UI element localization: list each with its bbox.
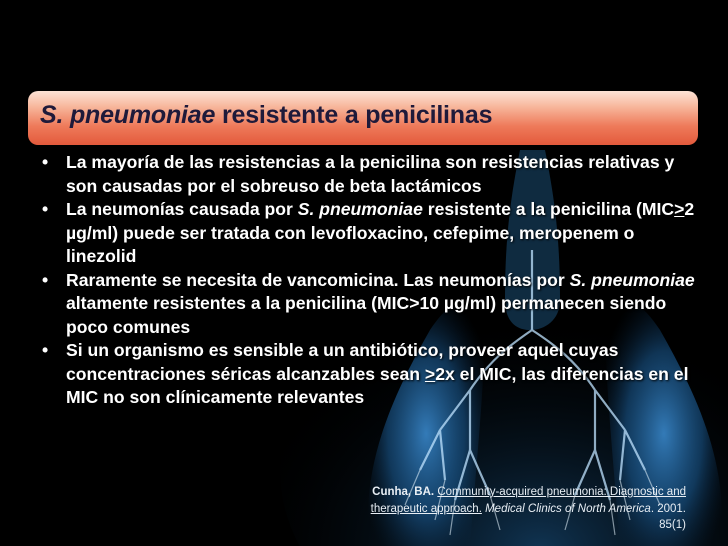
bullet-marker: • xyxy=(42,152,49,172)
bullet-3-post: altamente resistentes a la penicilina (MIC>10 µg/ml) permanecen siendo poco comunes xyxy=(66,293,667,337)
bullet-4-pre: Si un organismo es sensible a un antibiótico, proveer aquel cuyas concentraciones séricas alcanzables sean xyxy=(66,340,619,384)
bullet-4-underline: > xyxy=(424,363,436,384)
bullet-4-post: 2x el MIC, las diferencias en el MIC no son clínicamente relevantes xyxy=(66,363,689,407)
title-rest: resistente a penicilinas xyxy=(215,101,493,129)
citation-link[interactable]: Community-acquired pneumonia: Diagnostic and therapeutic approach. xyxy=(370,486,686,515)
bullet-2-post: 2 µg/ml) puede ser tratada con levofloxacino, cefepime, meropenem o linezolid xyxy=(66,199,695,266)
slide-title xyxy=(40,101,492,130)
title-italic: S. pneumoniae xyxy=(40,101,216,129)
bullet-marker: • xyxy=(42,199,49,219)
citation xyxy=(352,484,686,534)
bullet-2-pre: La neumonías causada por xyxy=(66,199,298,219)
bullet-list xyxy=(40,151,700,410)
bullet-item-3 xyxy=(40,269,700,340)
bullet-item-2 xyxy=(40,198,700,269)
bullet-3-italic: S. pneumoniae xyxy=(569,269,695,290)
bullet-item-1 xyxy=(40,151,700,198)
bullet-2-mid: resistente a la penicilina (MIC xyxy=(422,199,675,219)
bullet-3-pre: Raramente se necesita de vancomicina. Las neumonías por xyxy=(66,269,570,290)
bullet-item-4 xyxy=(40,339,700,410)
bullet-1-text: La mayoría de las resistencias a la penicilina son resistencias relativas y son causadas por el sobreuso de beta lactámicos xyxy=(66,152,675,196)
citation-author: Cunha, BA. xyxy=(372,486,435,498)
bullet-marker: • xyxy=(42,340,49,360)
citation-year: . 2001. 85(1) xyxy=(650,502,686,531)
bullet-2-underline: > xyxy=(674,199,685,219)
bullet-marker: • xyxy=(42,269,49,290)
bullet-2-italic: S. pneumoniae xyxy=(297,199,423,219)
citation-journal: Medical Clinics of North America xyxy=(485,502,651,515)
